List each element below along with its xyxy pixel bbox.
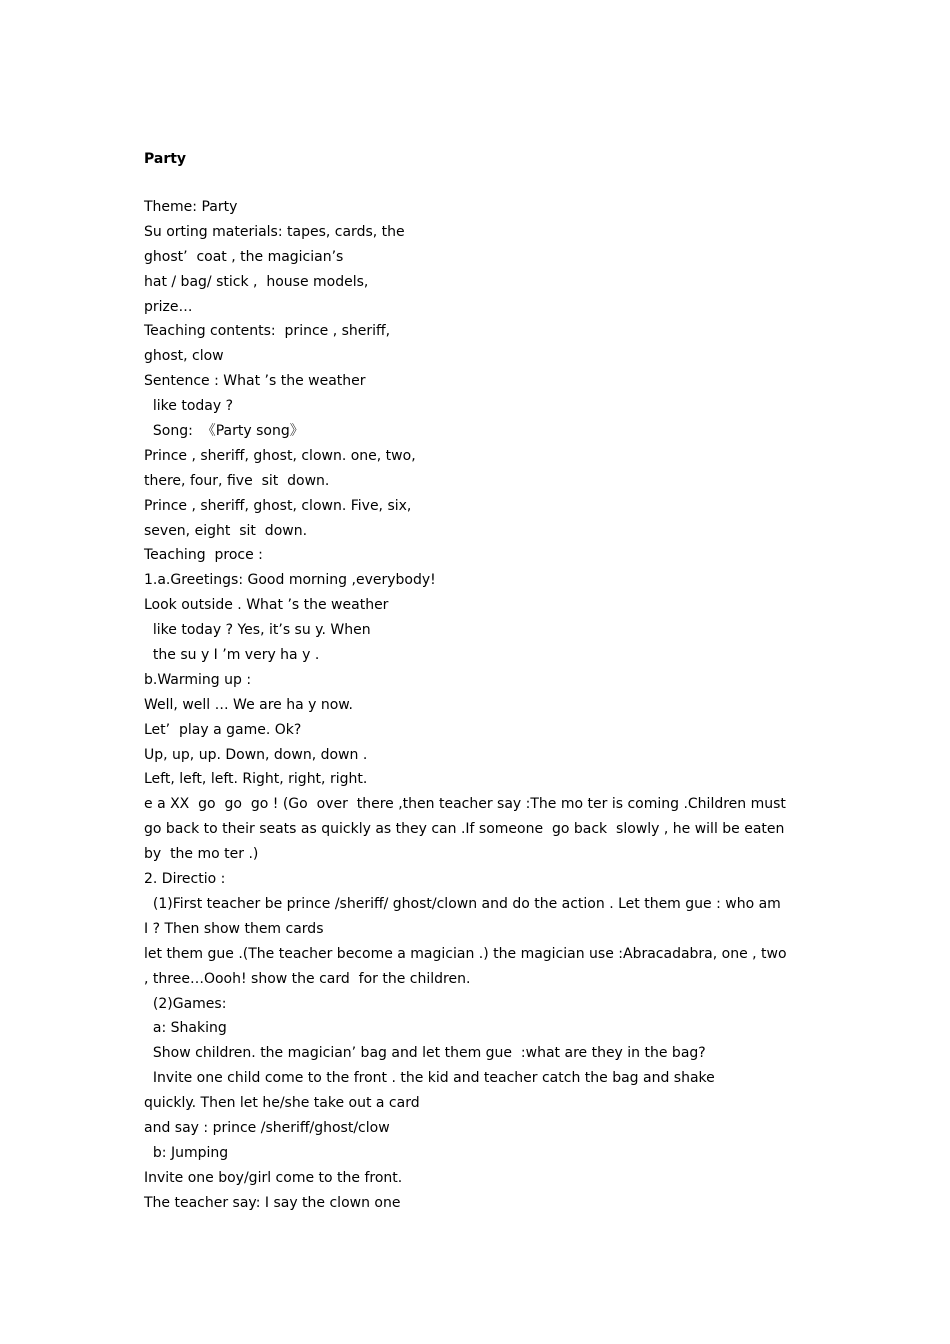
text-line: b: Jumping — [144, 1144, 229, 1161]
text-line: a: Shaking — [144, 1020, 227, 1037]
text-line: seven, eight sit down. — [144, 522, 308, 539]
text-line: I ? Then show them cards — [144, 920, 324, 937]
text-line: prize… — [144, 298, 193, 315]
text-line: let them gue .(The teacher become a magician .) the magician use :Abracadabra, one , two — [144, 945, 787, 962]
text-line: there, four, five sit down. — [144, 472, 330, 489]
text-line: go back to their seats as quickly as they can .If someone go back slowly , he will be eaten — [144, 821, 785, 838]
text-line: Sentence : What ’s the weather — [144, 373, 366, 390]
text-line: Theme: Party — [144, 199, 238, 215]
text-line: Look outside . What ’s the weather — [144, 597, 389, 614]
text-line: like today ? — [144, 398, 234, 415]
text-line: ghost, clow — [144, 348, 224, 365]
text-line: Song: 《Party song》 — [144, 423, 304, 440]
text-line: ghost’ coat , the magician’s — [144, 248, 344, 265]
text-line: like today ? Yes, it’s su y. When — [144, 622, 371, 639]
text-line: Su orting materials: tapes, cards, the — [144, 223, 405, 240]
text-line: by the mo ter .) — [144, 846, 259, 863]
text-line: Invite one child come to the front . the kid and teacher catch the bag and shake — [144, 1070, 715, 1087]
document-title: Party — [144, 151, 187, 167]
text-line: Left, left, left. Right, right, right. — [144, 771, 368, 788]
text-line: Well, well … We are ha y now. — [144, 696, 353, 713]
text-line: quickly. Then let he/she take out a card — [144, 1095, 420, 1112]
text-line: The teacher say: I say the clown one — [144, 1194, 401, 1211]
text-line: the su y I ’m very ha y . — [144, 647, 320, 664]
text-line: (1)First teacher be prince /sheriff/ ghost/clown and do the action . Let them gue : who am — [144, 895, 781, 912]
document-body — [144, 195, 814, 1216]
text-line: Teaching contents: prince , sheriff, — [144, 323, 391, 340]
text-line: and say : prince /sheriff/ghost/clow — [144, 1119, 390, 1136]
text-line: 1.a.Greetings: Good morning ,everybody! — [144, 572, 436, 589]
text-line: Let’ play a game. Ok? — [144, 721, 302, 738]
text-line: Teaching proce : — [144, 547, 263, 564]
text-line: b.Warming up : — [144, 671, 252, 688]
text-line: , three…Oooh! show the card for the children. — [144, 970, 471, 987]
text-line: e a XX go go go ! (Go over there ,then teacher say :The mo ter is coming .Children must — [144, 796, 786, 813]
text-line: hat / bag/ stick , house models, — [144, 273, 369, 290]
text-line: 2. Directio : — [144, 871, 226, 888]
text-line: Show children. the magician’ bag and let them gue :what are they in the bag? — [144, 1045, 706, 1062]
text-line: (2)Games: — [144, 995, 227, 1012]
text-line: Prince , sheriff, ghost, clown. Five, six, — [144, 497, 412, 514]
text-line: Prince , sheriff, ghost, clown. one, two, — [144, 447, 416, 464]
text-line: Invite one boy/girl come to the front. — [144, 1169, 403, 1186]
text-line: Up, up, up. Down, down, down . — [144, 746, 368, 763]
